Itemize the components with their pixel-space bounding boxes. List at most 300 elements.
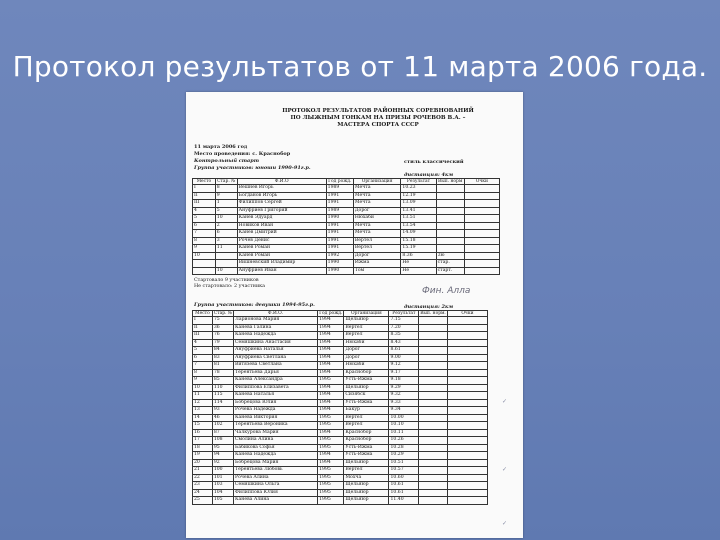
table-cell: 1994: [318, 392, 344, 400]
table-cell: 1994: [318, 429, 344, 437]
table-cell: [447, 474, 487, 482]
table-cell: Вишневский Владимир: [237, 260, 326, 268]
table-cell: [447, 407, 487, 415]
table-cell: [464, 215, 499, 223]
table-cell: [419, 369, 448, 377]
table-row: [193, 399, 488, 407]
table-cell: 10.23: [401, 185, 436, 193]
table-cell: Вертел: [344, 422, 389, 430]
table-cell: Дорог: [344, 354, 389, 362]
table-cell: Семяшкина Анастасия: [234, 339, 318, 347]
table-cell: 10.61: [389, 482, 419, 490]
table-cell: 1995: [318, 474, 344, 482]
table-cell: Дорог: [353, 207, 401, 215]
table-cell: [447, 482, 487, 490]
table-row: [193, 260, 500, 268]
document-place: Место проведения: с. Краснобор: [194, 151, 291, 157]
table-cell: 5: [193, 215, 216, 223]
table-cell: 7.15: [389, 317, 419, 325]
table-cell: 75: [212, 317, 233, 325]
table-cell: 17: [193, 437, 213, 445]
table-cell: 10.61: [389, 489, 419, 497]
check-mark: ✓: [502, 466, 508, 473]
table-cell: 1995: [318, 482, 344, 490]
table-row: [193, 332, 488, 340]
table-cell: Филиппова Юлия: [234, 489, 318, 497]
table-cell: 1995: [318, 377, 344, 385]
table-cell: [193, 260, 216, 268]
table-cell: 1994: [318, 354, 344, 362]
table-cell: Щельяюр: [344, 459, 389, 467]
group2-table: [192, 310, 488, 505]
table-cell: 22: [193, 474, 213, 482]
table-cell: 81: [212, 362, 233, 370]
table-cell: 10.60: [389, 474, 419, 482]
table-row: [193, 252, 500, 260]
table-cell: Канев Эдуард: [237, 215, 326, 223]
table-cell: Бакур: [344, 407, 389, 415]
table-cell: 5: [215, 207, 237, 215]
table-cell: 7.20: [389, 324, 419, 332]
column-header: Очки: [447, 311, 487, 317]
table-cell: Мечта: [353, 185, 401, 193]
table-cell: [447, 429, 487, 437]
table-cell: 36: [212, 324, 233, 332]
table-cell: [464, 222, 499, 230]
table-cell: 79: [212, 339, 233, 347]
table-cell: [447, 377, 487, 385]
table-cell: 8: [193, 369, 213, 377]
table-cell: 92: [212, 459, 233, 467]
table-cell: Мечта: [353, 222, 401, 230]
table-cell: 1994: [318, 332, 344, 340]
table-cell: [419, 482, 448, 490]
table-cell: 1994: [318, 459, 344, 467]
table-cell: 8.35: [389, 332, 419, 340]
table-cell: [419, 474, 448, 482]
table-cell: [447, 437, 487, 445]
table-cell: [419, 452, 448, 460]
table-row: [193, 392, 488, 400]
table-cell: 10.11: [389, 429, 419, 437]
table-cell: [436, 245, 464, 253]
table-cell: 105: [212, 497, 233, 505]
table-cell: 1995: [318, 422, 344, 430]
table-cell: [419, 497, 448, 505]
table-row: [193, 324, 488, 332]
table-cell: [447, 354, 487, 362]
table-cell: 10.26: [389, 437, 419, 445]
table-cell: [447, 392, 487, 400]
table-cell: 25: [193, 497, 213, 505]
table-cell: [436, 207, 464, 215]
table-cell: [215, 252, 237, 260]
table-cell: 102: [212, 422, 233, 430]
column-header: Год рожд.: [328, 179, 352, 184]
table-cell: Канев Роман: [237, 245, 326, 253]
group1-started: Стартовало 9 участников: [194, 278, 259, 283]
table-row: [193, 207, 500, 215]
table-cell: Усть-Ижма: [344, 452, 389, 460]
table-cell: 1994: [318, 339, 344, 347]
table-cell: I: [193, 185, 216, 193]
table-row: [193, 369, 488, 377]
table-cell: 87: [212, 429, 233, 437]
table-cell: Филиппов Сергей: [237, 200, 326, 208]
table-cell: [447, 444, 487, 452]
table-cell: 15.18: [401, 237, 436, 245]
table-cell: 1990: [326, 215, 353, 223]
table-cell: [436, 215, 464, 223]
table-cell: Ларионова Мария: [234, 317, 318, 325]
table-cell: [464, 192, 499, 200]
table-cell: [419, 377, 448, 385]
table-cell: [419, 399, 448, 407]
table-cell: 10.00: [389, 414, 419, 422]
column-header: Вып. норм.: [420, 311, 446, 316]
table-cell: 1991: [326, 237, 353, 245]
table-row: [193, 384, 488, 392]
table-cell: 10.10: [389, 422, 419, 430]
table-cell: Мечта: [353, 192, 401, 200]
table-row: [193, 429, 488, 437]
table-cell: 7: [193, 230, 216, 238]
table-cell: Щельяюр: [344, 384, 389, 392]
table-cell: 78: [212, 369, 233, 377]
group1-label: Группа участников: юноши 1990-91г.р.: [194, 165, 311, 171]
table-cell: Ануфриев Григорий: [237, 207, 326, 215]
table-cell: [447, 467, 487, 475]
table-cell: Нюхаби: [344, 339, 389, 347]
document-style: стиль классический: [404, 159, 464, 165]
table-cell: 9.29: [389, 384, 419, 392]
table-cell: Витязева Светлана: [234, 362, 318, 370]
table-cell: II: [193, 192, 216, 200]
table-cell: 1995: [318, 444, 344, 452]
table-cell: [447, 317, 487, 325]
table-cell: 9.33: [389, 399, 419, 407]
table-cell: 94: [212, 452, 233, 460]
table-row: [193, 347, 488, 355]
table-cell: 10: [215, 267, 237, 275]
table-cell: 21: [193, 467, 213, 475]
table-row: [193, 215, 500, 223]
signature-mark: Фин. Алла: [422, 286, 471, 296]
table-cell: Филиппова Елизавета: [234, 384, 318, 392]
table-cell: 11.40: [389, 497, 419, 505]
group2-label: Группа участников: девушки 1994-95г.р.: [194, 302, 315, 308]
column-header: Ф.И.О.: [234, 311, 318, 317]
table-cell: Вертел: [353, 245, 401, 253]
group2-distance: дистанция: 2км: [404, 304, 454, 310]
table-cell: Краснобор: [344, 429, 389, 437]
table-cell: [464, 207, 499, 215]
table-row: [193, 245, 500, 253]
table-cell: 10: [193, 252, 216, 260]
table-cell: 1994: [318, 347, 344, 355]
table-cell: 13.51: [401, 215, 436, 223]
table-cell: [419, 339, 448, 347]
table-cell: I: [193, 317, 213, 325]
table-cell: 1: [215, 200, 237, 208]
table-cell: Ануфриев Иван: [237, 267, 326, 275]
table-cell: Терентьева Дарья: [234, 369, 318, 377]
table-cell: Бабикова Софья: [234, 444, 318, 452]
table-cell: Новиков Иван: [237, 222, 326, 230]
table-cell: Ижма: [353, 260, 401, 268]
table-cell: [419, 429, 448, 437]
table-cell: Рочева Алина: [234, 474, 318, 482]
table-cell: Вешнев Игорь: [237, 185, 326, 193]
table-cell: 1990: [326, 260, 353, 268]
table-cell: 14.09: [401, 230, 436, 238]
table-cell: Мечта: [353, 200, 401, 208]
table-cell: Бобрецова Юлия: [234, 399, 318, 407]
table-row: [193, 185, 500, 193]
table-row: [193, 362, 488, 370]
table-cell: [447, 489, 487, 497]
column-header: Организация: [353, 179, 401, 185]
table-cell: 1995: [318, 437, 344, 445]
table-cell: [447, 339, 487, 347]
table-cell: 9: [193, 245, 216, 253]
table-row: [193, 474, 488, 482]
table-row: [193, 407, 488, 415]
table-cell: 13: [193, 407, 213, 415]
table-cell: [464, 252, 499, 260]
table-cell: Усть-Ижма: [344, 444, 389, 452]
table-cell: [436, 185, 464, 193]
table-cell: 8: [193, 237, 216, 245]
table-cell: 11: [193, 392, 213, 400]
group1-distance: дистанция: 4км: [404, 172, 454, 178]
table-cell: Дорог: [353, 252, 401, 260]
table-cell: 2: [215, 222, 237, 230]
group1-not-started: Не стартовало: 2 участника: [194, 284, 266, 289]
table-cell: [447, 452, 487, 460]
table-cell: 1991: [326, 230, 353, 238]
table-cell: 1994: [318, 324, 344, 332]
column-header: Вып. норм: [438, 179, 463, 184]
table-cell: 9.32: [389, 392, 419, 400]
table-cell: [447, 459, 487, 467]
column-header: Год рожд.: [319, 311, 343, 316]
table-cell: 103: [212, 482, 233, 490]
table-cell: 15: [193, 422, 213, 430]
table-cell: 1989: [326, 185, 353, 193]
table-cell: 10.29: [389, 452, 419, 460]
table-cell: Канева Надежда: [234, 332, 318, 340]
table-cell: [447, 347, 487, 355]
table-cell: 1994: [318, 407, 344, 415]
table-cell: Терентьева Вероника: [234, 422, 318, 430]
table-cell: 15.19: [401, 245, 436, 253]
column-header: Очки: [464, 179, 499, 185]
column-header: Место: [193, 311, 213, 317]
table-row: [193, 339, 488, 347]
table-cell: Не: [401, 267, 436, 275]
table-cell: 20: [193, 459, 213, 467]
table-row: [193, 317, 488, 325]
table-cell: [215, 260, 237, 268]
document-date: 11 марта 2006 год: [194, 144, 248, 150]
table-cell: 8.61: [389, 347, 419, 355]
table-cell: [447, 369, 487, 377]
column-header: Результат: [401, 179, 436, 185]
table-cell: [419, 362, 448, 370]
table-cell: [447, 332, 487, 340]
table-cell: III: [193, 332, 213, 340]
table-row: [193, 230, 500, 238]
table-cell: [464, 267, 499, 275]
table-cell: [419, 332, 448, 340]
table-cell: Нюхаби: [353, 215, 401, 223]
table-row: [193, 497, 488, 505]
table-cell: Канева Виктория: [234, 414, 318, 422]
table-cell: [447, 384, 487, 392]
table-cell: 13.41: [401, 207, 436, 215]
table-cell: 84: [212, 347, 233, 355]
table-cell: 9.12: [389, 362, 419, 370]
table-row: [193, 414, 488, 422]
table-cell: 13.54: [401, 222, 436, 230]
table-cell: 104: [212, 489, 233, 497]
table-cell: 4: [193, 207, 216, 215]
table-cell: Рочев Денис: [237, 237, 326, 245]
table-cell: 13.09: [401, 200, 436, 208]
table-cell: 95: [212, 444, 233, 452]
table-cell: Бобрецова Мария: [234, 459, 318, 467]
table-cell: Канев Дмитрий: [237, 230, 326, 238]
table-cell: 1995: [318, 467, 344, 475]
table-cell: [436, 200, 464, 208]
table-cell: [419, 414, 448, 422]
table-cell: 46: [212, 414, 233, 422]
table-cell: 9.18: [389, 377, 419, 385]
table-cell: Не: [401, 260, 436, 268]
table-cell: 9: [215, 192, 237, 200]
table-cell: 10.28: [389, 444, 419, 452]
table-cell: [193, 267, 216, 275]
table-cell: Краснобор: [344, 369, 389, 377]
scanned-document: [186, 92, 523, 538]
table-row: [193, 444, 488, 452]
column-header: Стар. №: [217, 179, 236, 184]
table-row: [193, 467, 488, 475]
table-cell: 1994: [318, 317, 344, 325]
column-header: Результат: [389, 311, 419, 317]
table-cell: 1994: [318, 369, 344, 377]
table-cell: [447, 399, 487, 407]
table-cell: [419, 317, 448, 325]
table-cell: 16: [193, 429, 213, 437]
table-cell: Мечта: [353, 230, 401, 238]
table-cell: [447, 414, 487, 422]
table-cell: 10: [215, 215, 237, 223]
column-header: Место: [193, 179, 216, 185]
table-cell: [419, 384, 448, 392]
table-cell: 23: [193, 482, 213, 490]
table-cell: 8.43: [389, 339, 419, 347]
table-cell: 1992: [326, 252, 353, 260]
column-header: Ф.И.О: [237, 179, 326, 185]
header-line: ПРОТОКОЛ РЕЗУЛЬТАТОВ РАЙОННЫХ СОРЕВНОВАНИЙ: [282, 108, 474, 114]
table-cell: 110: [212, 384, 233, 392]
table-cell: 9: [193, 377, 213, 385]
table-cell: Канева Александра: [234, 377, 318, 385]
table-cell: [464, 237, 499, 245]
table-cell: [436, 222, 464, 230]
check-mark: ✓: [502, 398, 508, 405]
table-cell: 1994: [318, 452, 344, 460]
table-cell: 19: [193, 452, 213, 460]
table-cell: 101: [212, 474, 233, 482]
table-cell: 1994: [318, 362, 344, 370]
table-cell: [464, 230, 499, 238]
table-cell: Сизябск: [344, 392, 389, 400]
table-cell: Смолина Алина: [234, 437, 318, 445]
table-cell: [419, 437, 448, 445]
table-cell: 9.17: [389, 369, 419, 377]
table-cell: 24: [193, 489, 213, 497]
table-cell: Усть-Ижма: [344, 377, 389, 385]
table-row: [193, 459, 488, 467]
table-row: [193, 422, 488, 430]
table-cell: 3ю: [436, 252, 464, 260]
table-cell: 18: [193, 444, 213, 452]
table-cell: 11: [215, 245, 237, 253]
table-cell: [447, 362, 487, 370]
table-row: [193, 222, 500, 230]
table-cell: Щельяюр: [344, 482, 389, 490]
table-cell: Канев Роман: [237, 252, 326, 260]
table-cell: Вертел: [344, 467, 389, 475]
table-cell: [419, 444, 448, 452]
table-cell: [464, 245, 499, 253]
table-cell: 6: [193, 222, 216, 230]
header-line: МАСТЕРА СПОРТА СССР: [337, 122, 419, 128]
table-cell: Щельяюр: [344, 317, 389, 325]
table-cell: Нюхаби: [344, 362, 389, 370]
column-header: Организация: [344, 311, 389, 317]
table-cell: 83: [212, 354, 233, 362]
table-cell: II: [193, 324, 213, 332]
table-cell: Дорог: [344, 347, 389, 355]
check-mark: ✓: [502, 520, 508, 527]
table-cell: 114: [212, 399, 233, 407]
slide-title: Протокол результатов от 11 марта 2006 года.: [12, 50, 708, 83]
table-cell: Краснобор: [344, 437, 389, 445]
table-cell: Богданов Игорь: [237, 192, 326, 200]
table-cell: 1995: [318, 414, 344, 422]
table-cell: Канева Надежда: [234, 452, 318, 460]
table-cell: Канева Алина: [234, 497, 318, 505]
table-cell: Вертел: [353, 237, 401, 245]
table-cell: Канева Наталья: [234, 392, 318, 400]
table-cell: 9.34: [389, 407, 419, 415]
table-cell: [419, 489, 448, 497]
table-cell: стар.: [436, 260, 464, 268]
table-cell: Щельяюр: [344, 497, 389, 505]
table-cell: 4: [193, 339, 213, 347]
table-cell: 14: [193, 414, 213, 422]
table-cell: 10.57: [389, 467, 419, 475]
table-cell: 1991: [326, 200, 353, 208]
table-cell: [436, 192, 464, 200]
table-cell: Щельяюр: [344, 489, 389, 497]
table-cell: Вертел: [344, 414, 389, 422]
table-cell: 1994: [318, 399, 344, 407]
